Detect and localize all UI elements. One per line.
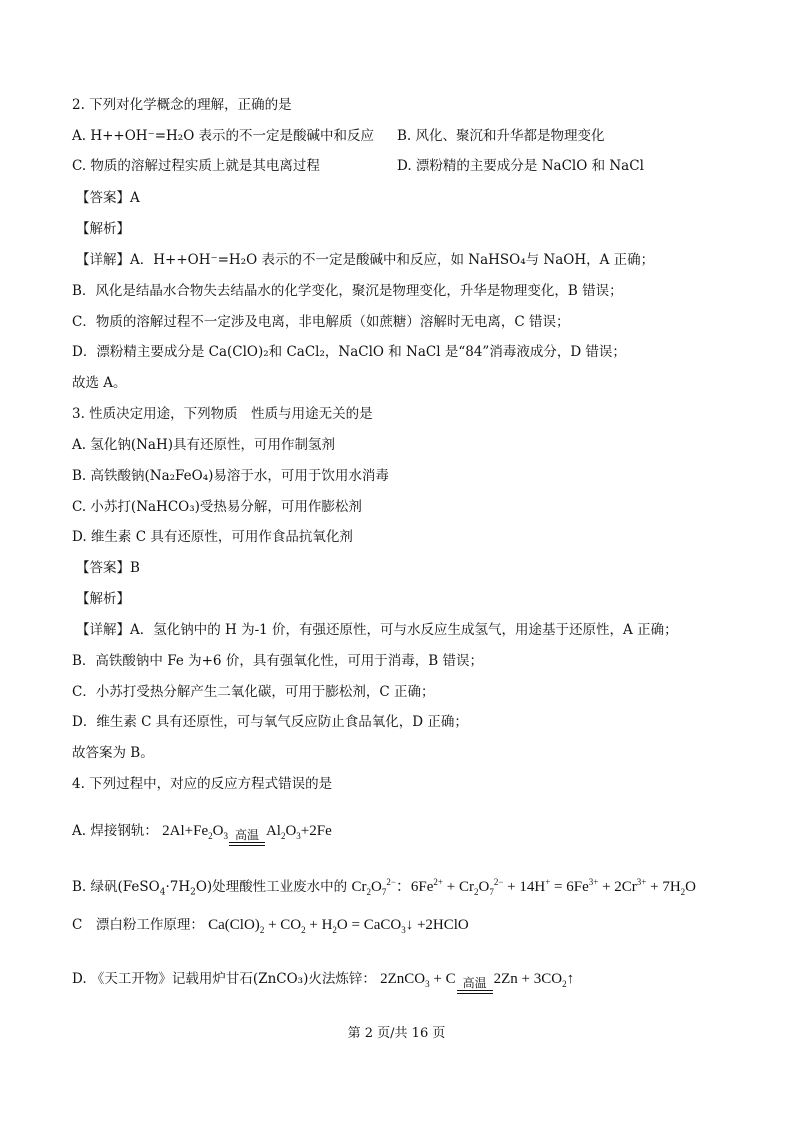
q2-stem: 2. 下列对化学概念的理解，正确的是: [72, 97, 292, 113]
q4-option-a-equation: $2Al+Fe_2O_3$ 高温 $Al_2O_3+2Fe$: [162, 823, 332, 839]
q4-option-b-equation: $Cr_2O_7^{2-}$：$6Fe^{2+} + Cr_2O_7^{2-} + 14H^+ = 6Fe^{3+} + 2Cr^{3+} + 7H_2O$: [351, 877, 696, 897]
q4-option-d: [72, 970, 574, 994]
q4-option-b: [72, 878, 696, 896]
q2-detail-a: 【详解】A．H++OH⁻=H₂O 表示的不一定是酸碱中和反应，如 NaHSO₄与 NaOH，A 正确；: [76, 252, 655, 268]
q4-option-d-equation: 2ZnCO$_3$ + C 高温 $2Zn + 3CO_2↑$: [380, 971, 574, 987]
q2-option-d: D. 漂粉精的主要成分是 NaClO 和 NaCl: [397, 158, 644, 174]
q2-option-b: B. 风化、聚沉和升华都是物理变化: [397, 128, 605, 144]
q3-detail-a: 【详解】A．氢化钠中的 H 为-1 价，有强还原性，可与水反应生成氢气，用途基于还原性，A 正确；: [76, 622, 678, 638]
condition-high-temp-2: 高温: [462, 976, 487, 990]
q3-analysis-tag: 【解析】: [76, 591, 130, 607]
q2-conclusion: 故选 A。: [72, 375, 127, 391]
q2-option-c: C. 物质的溶解过程实质上就是其电离过程: [72, 158, 320, 174]
q3-answer: 【答案】B: [76, 560, 140, 576]
q4-option-c: [72, 916, 469, 934]
q4-stem: 4. 下列过程中，对应的反应方程式错误的是: [72, 776, 333, 792]
q3-option-c: C. 小苏打(NaHCO₃)受热易分解，可用作膨松剂: [72, 499, 362, 515]
q2-detail-c: C．物质的溶解过程不一定涉及电离，非电解质（如蔗糖）溶解时无电离，C 错误；: [72, 314, 570, 330]
q2-answer: 【答案】A: [76, 190, 140, 206]
q4-option-a-label: A. 焊接钢轨：: [72, 823, 158, 839]
page-footer: 第 2 页/共 16 页: [347, 1026, 446, 1041]
q4-option-c-label: C 漂白粉工作原理：: [72, 917, 204, 933]
q3-option-d: D. 维生素 C 具有还原性，可用作食品抗氧化剂: [72, 529, 353, 545]
q2-detail-b: B．风化是结晶水合物失去结晶水的化学变化，聚沉是物理变化，升华是物理变化，B 错误；: [72, 283, 623, 299]
q3-detail-b: B．高铁酸钠中 Fe 为+6 价，具有强氧化性，可用于消毒，B 错误；: [72, 653, 484, 669]
q3-detail-d: D．维生素 C 具有还原性，可与氧气反应防止食品氧化，D 正确；: [72, 714, 468, 730]
q3-option-a: A. 氢化钠(NaH)具有还原性，可用作制氢剂: [72, 437, 335, 453]
q3-detail-c: C．小苏打受热分解产生二氧化碳，可用于膨松剂，C 正确；: [72, 684, 435, 700]
q4-option-d-label: D. 《天工开物》记载用炉甘石(ZnCO₃)火法炼锌：: [72, 971, 376, 987]
condition-high-temp: 高温: [234, 828, 259, 842]
q4-option-c-equation: $Ca(ClO)_2 + CO_2 + H_2O$ = CaCO$_3$↓ +2HClO: [208, 917, 469, 935]
q3-option-b: B. 高铁酸钠(Na₂FeO₄)易溶于水，可用于饮用水消毒: [72, 468, 389, 484]
q2-detail-d: D．漂粉精主要成分是 Ca(ClO)₂和 CaCl₂，NaClO 和 NaCl 是“84”消毒液成分，D 错误；: [72, 344, 626, 360]
q3-stem: 3. 性质决定用途，下列物质 性质与用途无关的是: [72, 406, 373, 422]
q3-conclusion: 故答案为 B。: [72, 745, 154, 761]
q2-analysis-tag: 【解析】: [76, 221, 130, 237]
q2-option-a: A. H++OH⁻=H₂O 表示的不一定是酸碱中和反应: [72, 128, 375, 144]
q4-option-b-label: B. 绿矾$(FeSO_4\cdot 7H_2O)$处理酸性工业废水中的: [72, 879, 352, 898]
q4-option-a: [72, 822, 332, 846]
